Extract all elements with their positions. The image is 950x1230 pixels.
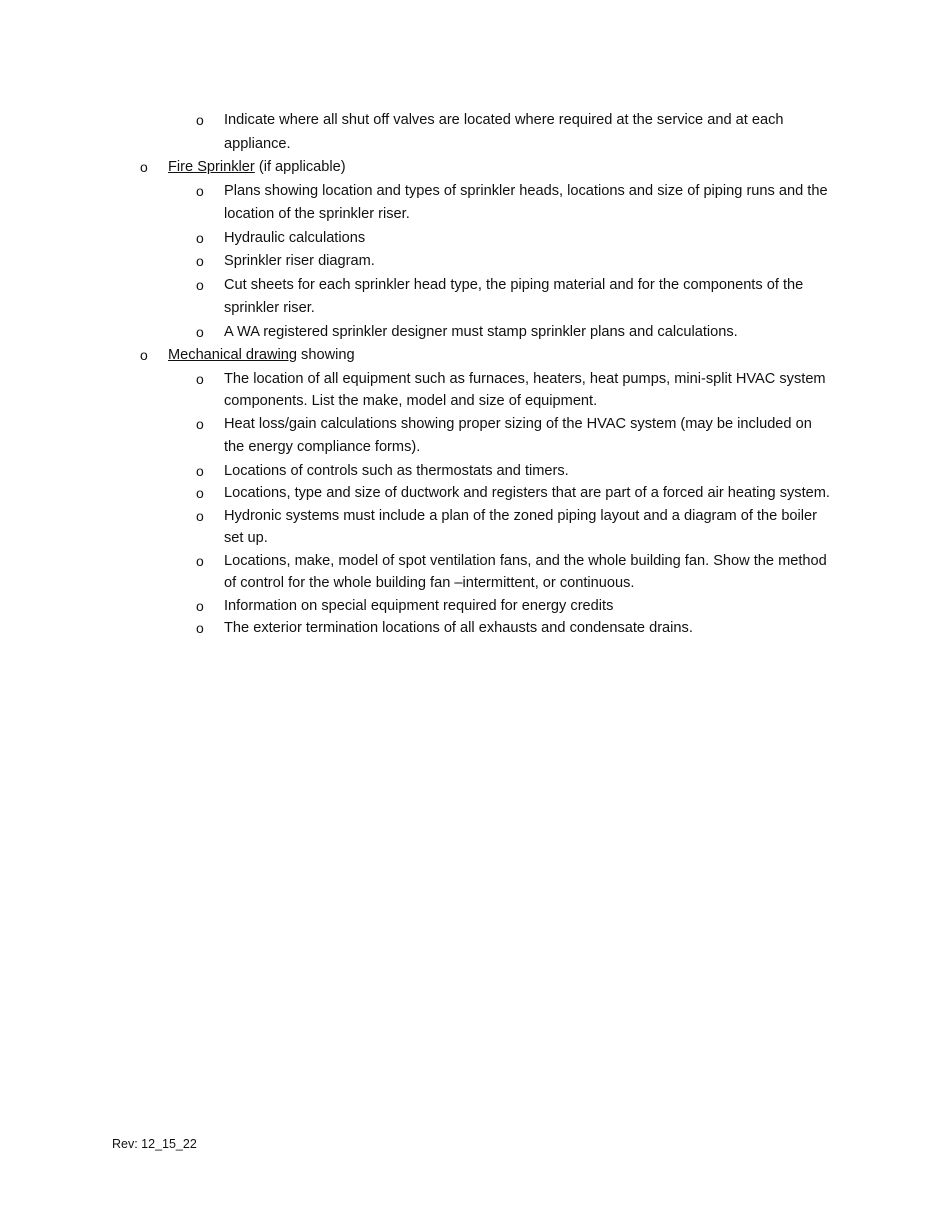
list-item [0,274,830,321]
section-fire-sprinkler [0,156,950,180]
list-item-text: Locations, make, model of spot ventilation fans, and the whole building fan. Show the method of control for the whole building fan –intermittent, or continuous. [224,552,827,591]
bullet-icon: o [196,620,204,636]
list-item-text: Hydraulic calculations [224,229,366,246]
list-item-text: Sprinkler riser diagram. [224,253,375,269]
list-item-text: Information on special equipment required for energy credits [224,597,614,614]
list-item [0,482,830,505]
fire-sprinkler-heading: Fire Sprinkler [168,159,255,175]
bullet-icon: o [196,462,204,479]
list-item [0,321,830,345]
mechanical-drawing-heading: Mechanical drawing [168,347,297,363]
list-item-text: Hydronic systems must include a plan of the zoned piping layout and a diagram of the boiler set up. [224,507,818,546]
list-item [0,505,830,550]
list-item [0,368,830,413]
bullet-icon: o [196,229,204,246]
list-item-text: Locations, type and size of ductwork and registers that are part of a forced air heating system. [224,485,830,501]
list-item-shutoff-valves [0,109,830,156]
list-item-text: Locations of controls such as thermostats and timers. [224,462,569,479]
bullet-icon: o [196,276,204,293]
fire-sprinkler-heading-rest: (if applicable) [254,159,346,175]
list-item-text: The location of all equipment such as furnaces, heaters, heat pumps, mini-split HVAC system components. List the make, model and size of equipment. [224,370,826,409]
bullet-icon: o [196,253,204,269]
bullet-icon: o [196,182,204,199]
list-item [0,250,830,274]
list-item-text: Heat loss/gain calculations showing proper sizing of the HVAC system (may be included on the energy compliance forms). [224,415,812,455]
list-item [0,413,830,460]
revision-footer: Rev: 12_15_22 [112,1137,197,1151]
bullet-icon: o [140,347,148,363]
list-item-text: Cut sheets for each sprinkler head type, the piping material and for the components of the sprinkler riser. [224,276,804,316]
bullet-icon: o [196,370,204,387]
list-item [0,227,830,251]
bullet-icon: o [196,485,204,501]
list-item-text: Indicate where all shut off valves are located where required at the service and at each appliance. [224,112,784,152]
bullet-icon: o [196,597,204,614]
bullet-icon: o [196,112,204,128]
bullet-icon: o [196,415,204,432]
section-mechanical-drawing [0,344,950,368]
list-item [0,460,830,483]
bullet-icon: o [196,323,204,340]
list-item-text: A WA registered sprinkler designer must stamp sprinkler plans and calculations. [224,323,738,340]
bullet-icon: o [140,159,148,175]
list-item-text: Plans showing location and types of sprinkler heads, locations and size of piping runs and the location of the sprinkler riser. [224,182,828,222]
bullet-icon: o [196,552,204,569]
list-item [0,180,830,227]
list-item [0,595,830,618]
list-item-text: The exterior termination locations of all exhausts and condensate drains. [224,620,693,636]
list-item [0,550,830,595]
mechanical-drawing-heading-rest: showing [296,347,355,363]
bullet-icon: o [196,507,204,524]
list-item [0,617,830,640]
document-body [0,109,950,640]
